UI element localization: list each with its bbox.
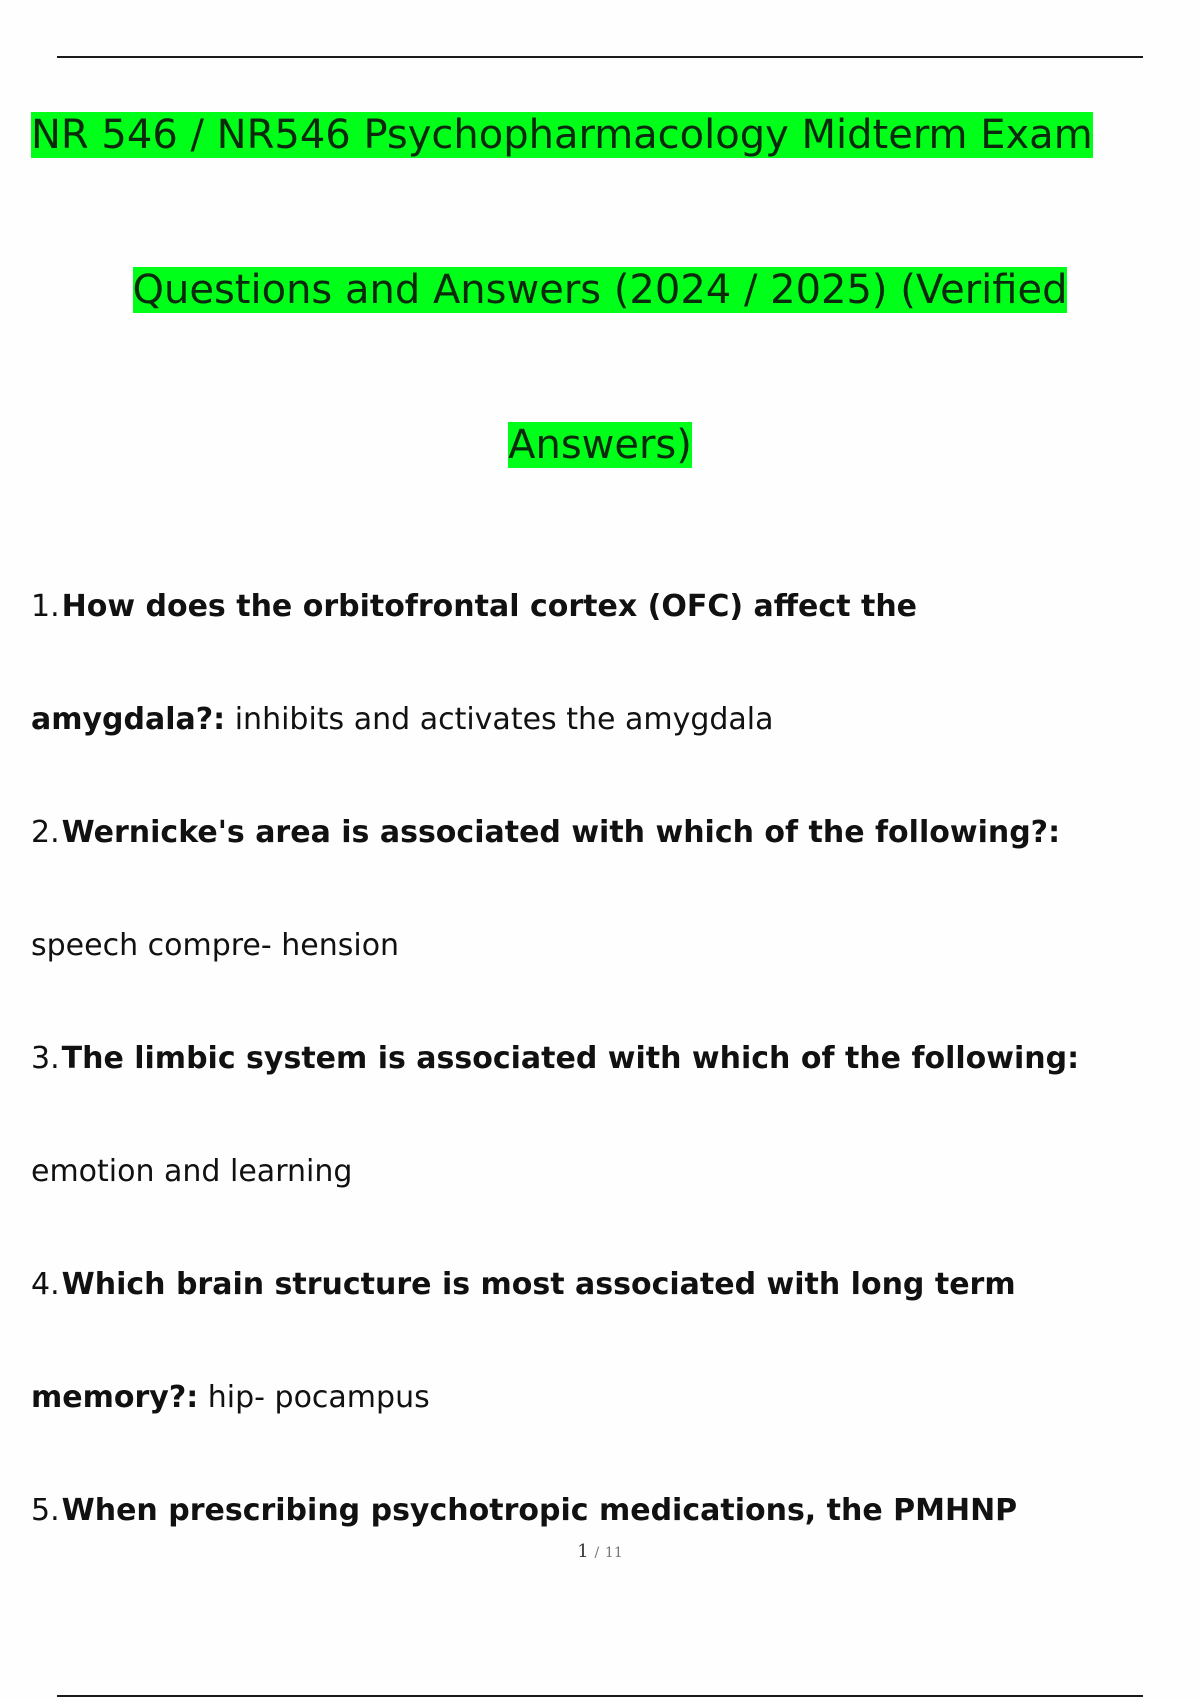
question-1-line-1 [31,587,917,627]
top-rule [57,56,1143,58]
answer-text: speech compre- hension [31,928,400,963]
question-number: 4. [31,1267,60,1302]
question-number: 1. [31,589,60,624]
answer-text: hip- pocampus [198,1380,430,1415]
title-line-3: Answers) [508,422,692,468]
question-text: Wernicke's area is associated with which of the following?: [61,815,1061,850]
title-line-2: Questions and Answers (2024 / 2025) (Verified [132,267,1068,313]
bottom-rule [57,1695,1143,1697]
question-number: 3. [31,1041,60,1076]
page-separator: / [594,1545,600,1561]
page-current: 1 [577,1541,589,1562]
question-4-line-2 [31,1378,430,1418]
question-text: amygdala?: [31,702,226,737]
answer-text: inhibits and activates the amygdala [225,702,774,737]
question-4-line-1 [31,1265,1016,1305]
question-2-line-2 [31,926,399,966]
page-indicator [0,1541,1200,1562]
answer-text: emotion and learning [31,1154,353,1189]
page-total: 11 [604,1545,623,1561]
question-text: When prescribing psychotropic medications, the PMHNP [61,1493,1018,1528]
question-3-line-1 [31,1039,1079,1079]
question-text: How does the orbitofrontal cortex (OFC) affect the [61,589,918,624]
title-line-1: NR 546 / NR546 Psychopharmacology Midterm Exam [31,112,1093,158]
question-text: Which brain structure is most associated with long term [61,1267,1016,1302]
question-text: memory?: [31,1380,199,1415]
question-number: 5. [31,1493,60,1528]
question-text: The limbic system is associated with which of the following: [61,1041,1080,1076]
question-1-line-2 [31,700,774,740]
question-5-line-1 [31,1491,1017,1531]
question-number: 2. [31,815,60,850]
question-2-line-1 [31,813,1060,853]
question-3-line-2 [31,1152,352,1192]
